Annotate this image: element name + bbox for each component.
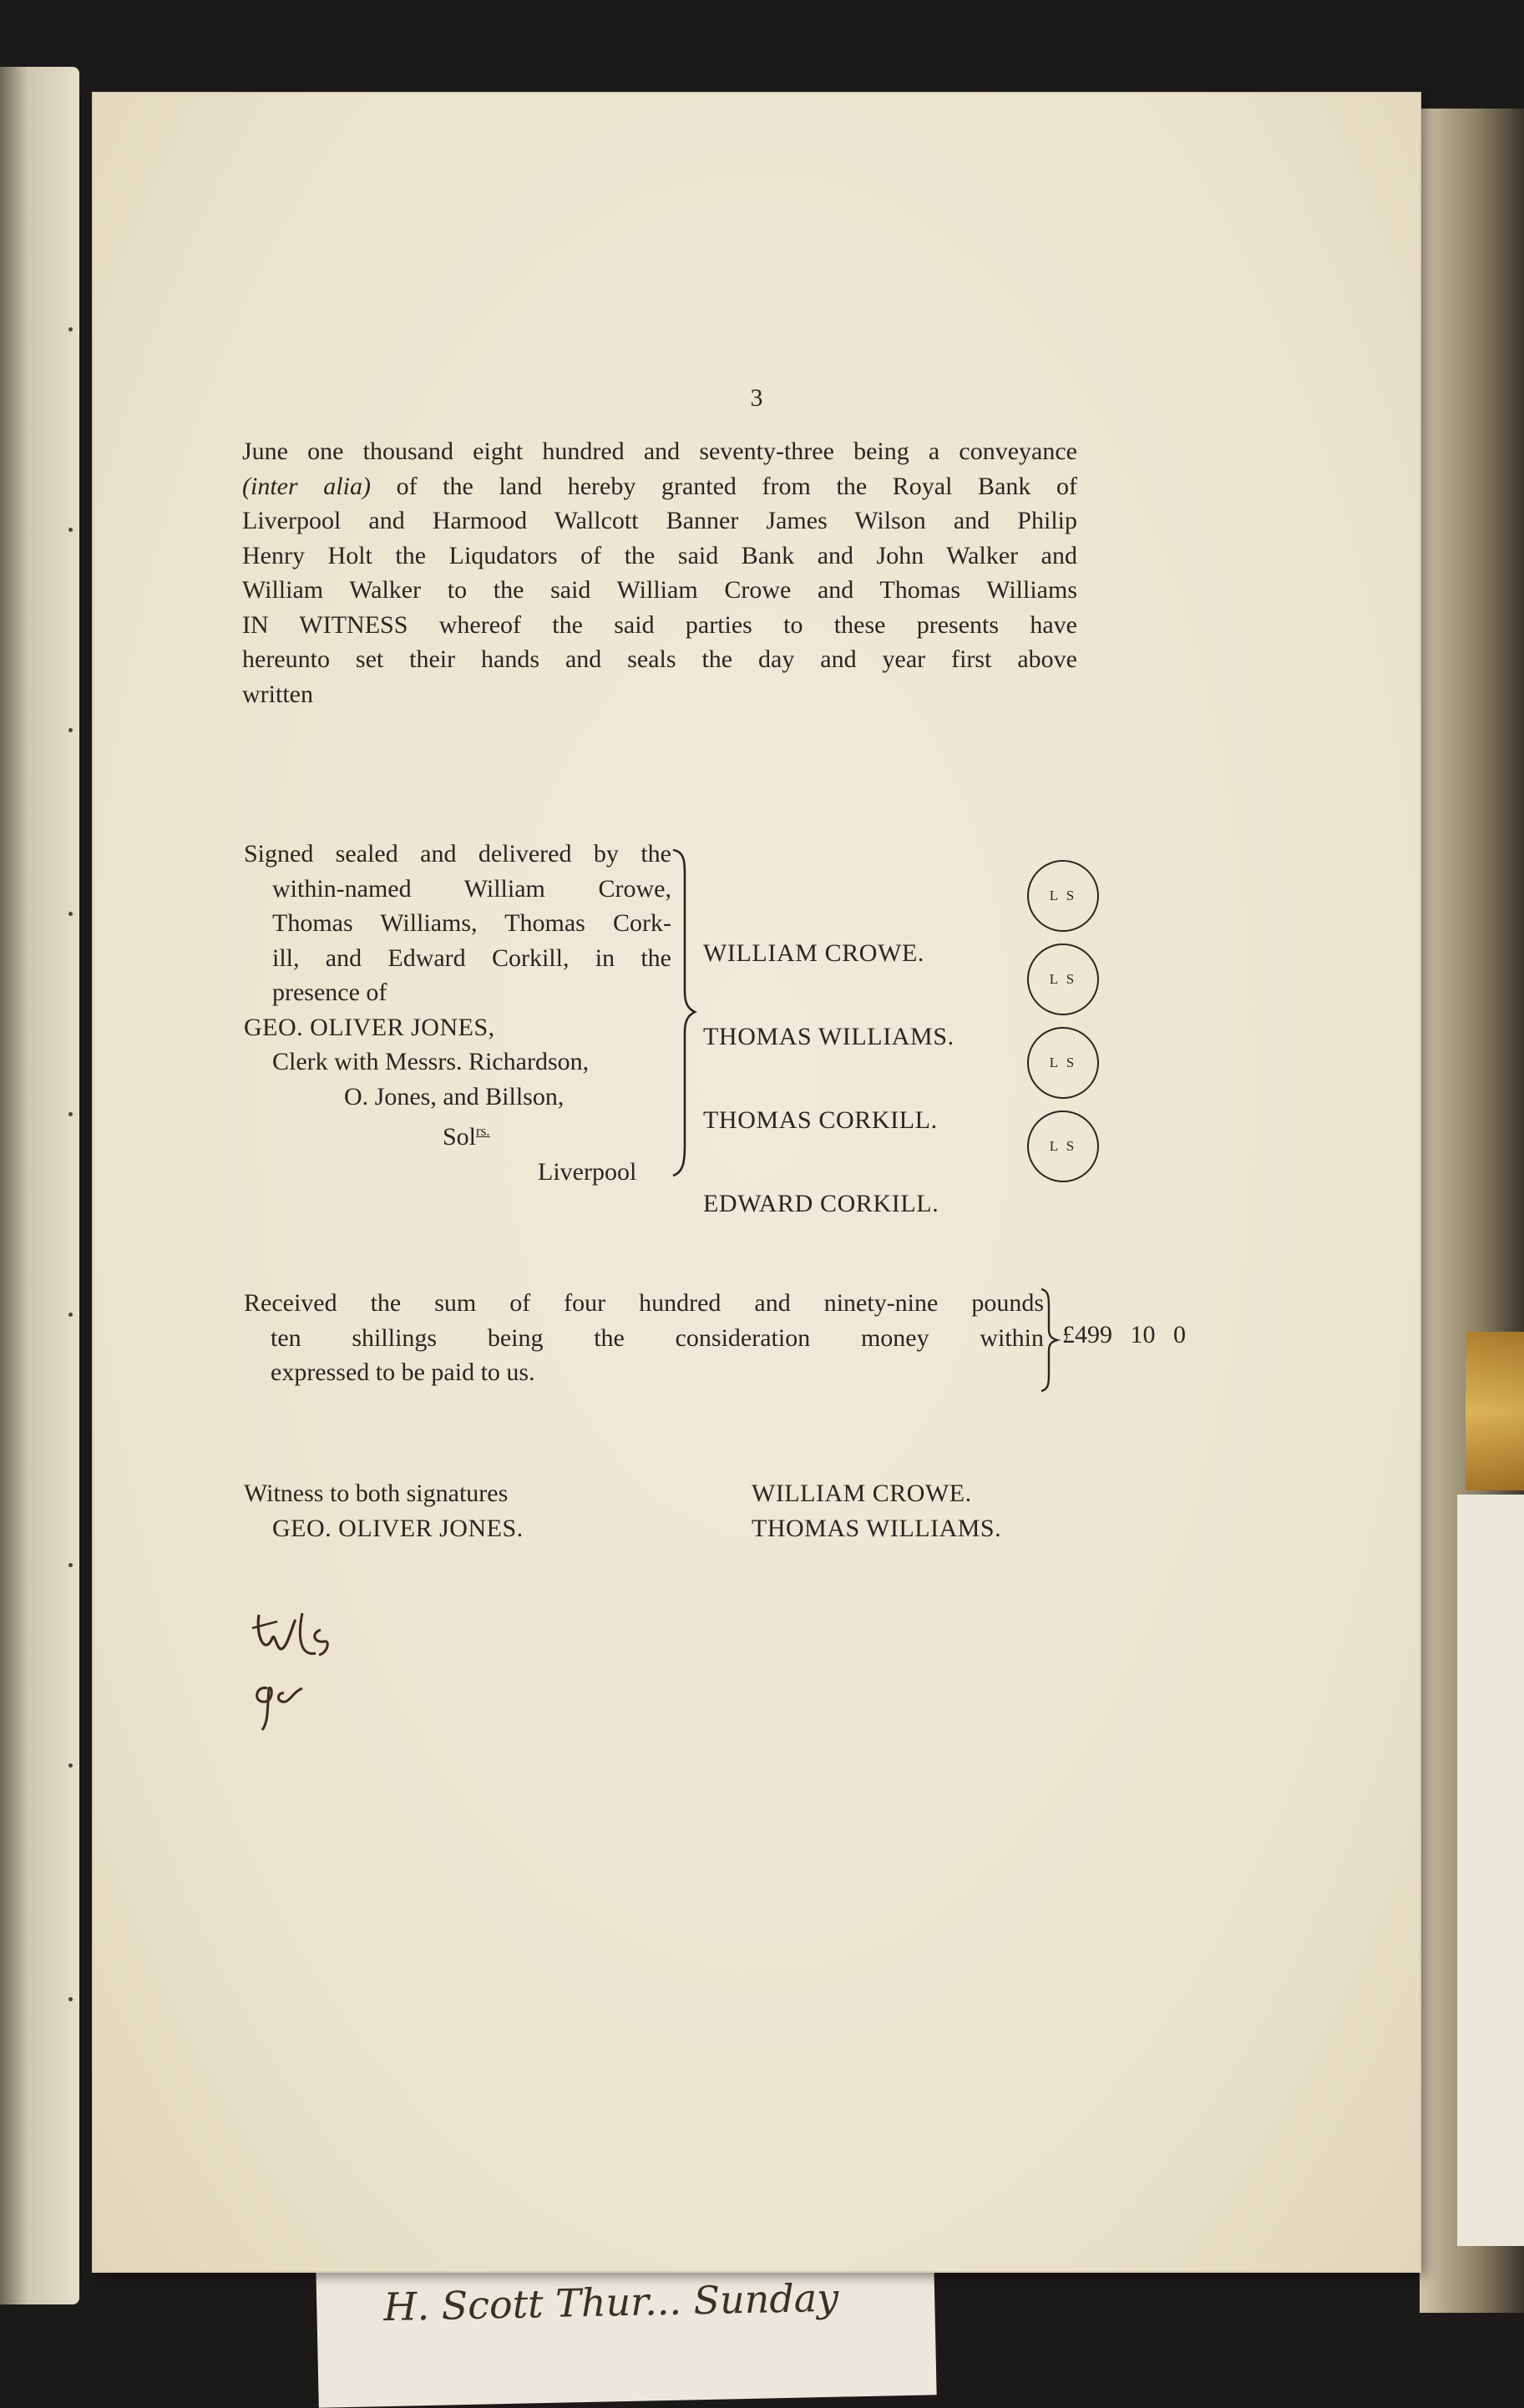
inter-alia: (inter alia): [242, 472, 371, 500]
execution-place: Liverpool: [538, 1157, 637, 1186]
receiver-name: WILLIAM CROWE.: [752, 1480, 972, 1507]
left-page-edge: [0, 67, 79, 2304]
receipt-line: Received the sum of four hundred and ninety-nine pounds: [244, 1289, 1044, 1317]
execution-line: presence of: [272, 979, 387, 1006]
execution-line: Clerk with Messrs. Richardson,: [272, 1048, 590, 1075]
receipt-signatories: [752, 1476, 1001, 1545]
binding-hole: [68, 1112, 73, 1116]
execution-line: Thomas Williams, Thomas Cork-: [272, 909, 671, 937]
body-line: hereunto set their hands and seals the day and year first above: [242, 645, 1077, 673]
handwritten-initials: [244, 1605, 377, 1738]
deed-body-paragraph: [242, 434, 1077, 711]
binding-hole: [68, 1997, 73, 2001]
body-line: IN WITNESS whereof the said parties to these presents have: [242, 610, 1077, 639]
receipt-clause: [244, 1286, 1044, 1390]
seal-circle: L S: [1027, 860, 1099, 932]
body-line: written: [242, 680, 313, 708]
body-line: [242, 469, 1077, 504]
execution-line: O. Jones, and Billson,: [344, 1082, 565, 1110]
witness-name: GEO. OLIVER JONES,: [244, 1013, 495, 1041]
binding-hole: [68, 912, 73, 916]
seal-circle: L S: [1027, 1027, 1099, 1099]
receipt-line: ten shillings being the consideration money within: [271, 1323, 1044, 1352]
signatory-name: THOMAS CORKILL.: [703, 1106, 938, 1134]
inserted-note-slip: [1457, 1495, 1524, 2246]
witness-name: GEO. OLIVER JONES.: [272, 1514, 524, 1542]
body-line: Henry Holt the Liqudators of the said Bank and John Walker and: [242, 541, 1077, 569]
receiver-name: THOMAS WILLIAMS.: [752, 1514, 1002, 1542]
witness-label: Witness to both signatures: [244, 1480, 509, 1507]
binding-hole: [68, 1563, 73, 1567]
body-line: Liverpool and Harmood Wallcott Banner James Wilson and Philip: [242, 507, 1077, 534]
execution-line: ill, and Edward Corkill, in the: [272, 943, 671, 972]
seal-circle: L S: [1027, 943, 1099, 1015]
execution-line: Signed sealed and delivered by the: [244, 840, 671, 868]
bottom-note-slip: [316, 2256, 936, 2407]
seal-circle: L S: [1027, 1110, 1099, 1182]
signatory-name: WILLIAM CROWE.: [703, 939, 925, 967]
solicitors-abbrev: Sol$^{rs.}$: [443, 1123, 490, 1151]
solicitors-superscript: rs.: [476, 1123, 490, 1139]
execution-line: within-named William Crowe,: [272, 874, 671, 903]
bottom-slip-handwriting: H. Scott Thur... Sunday: [382, 2274, 839, 2330]
receipt-brace: [1039, 1286, 1064, 1394]
binding-hole: [68, 327, 73, 331]
signatory-name: THOMAS WILLIAMS.: [703, 1023, 954, 1050]
page-number: 3: [750, 384, 763, 412]
body-line-text: of the land hereby granted from the Royal Bank of: [396, 472, 1077, 500]
binding-hole: [68, 528, 73, 532]
binding-hole: [68, 728, 73, 732]
binding-hole: [68, 1763, 73, 1768]
signatory-name: EDWARD CORKILL.: [703, 1190, 939, 1217]
body-line: William Walker to the said William Crowe and Thomas Williams: [242, 576, 1077, 604]
adhesive-tape: [1466, 1332, 1524, 1490]
execution-clause: [244, 837, 671, 1189]
receipt-amount: £499 10 0: [1062, 1321, 1186, 1348]
receipt-line: expressed to be paid to us.: [271, 1358, 535, 1386]
body-line: June one thousand eight hundred and seventy-three being a conveyance: [242, 438, 1077, 465]
right-curly-brace: [670, 845, 703, 1179]
document-page: [94, 94, 1420, 2271]
binding-hole: [68, 1313, 73, 1317]
receipt-witness: [244, 1476, 524, 1545]
